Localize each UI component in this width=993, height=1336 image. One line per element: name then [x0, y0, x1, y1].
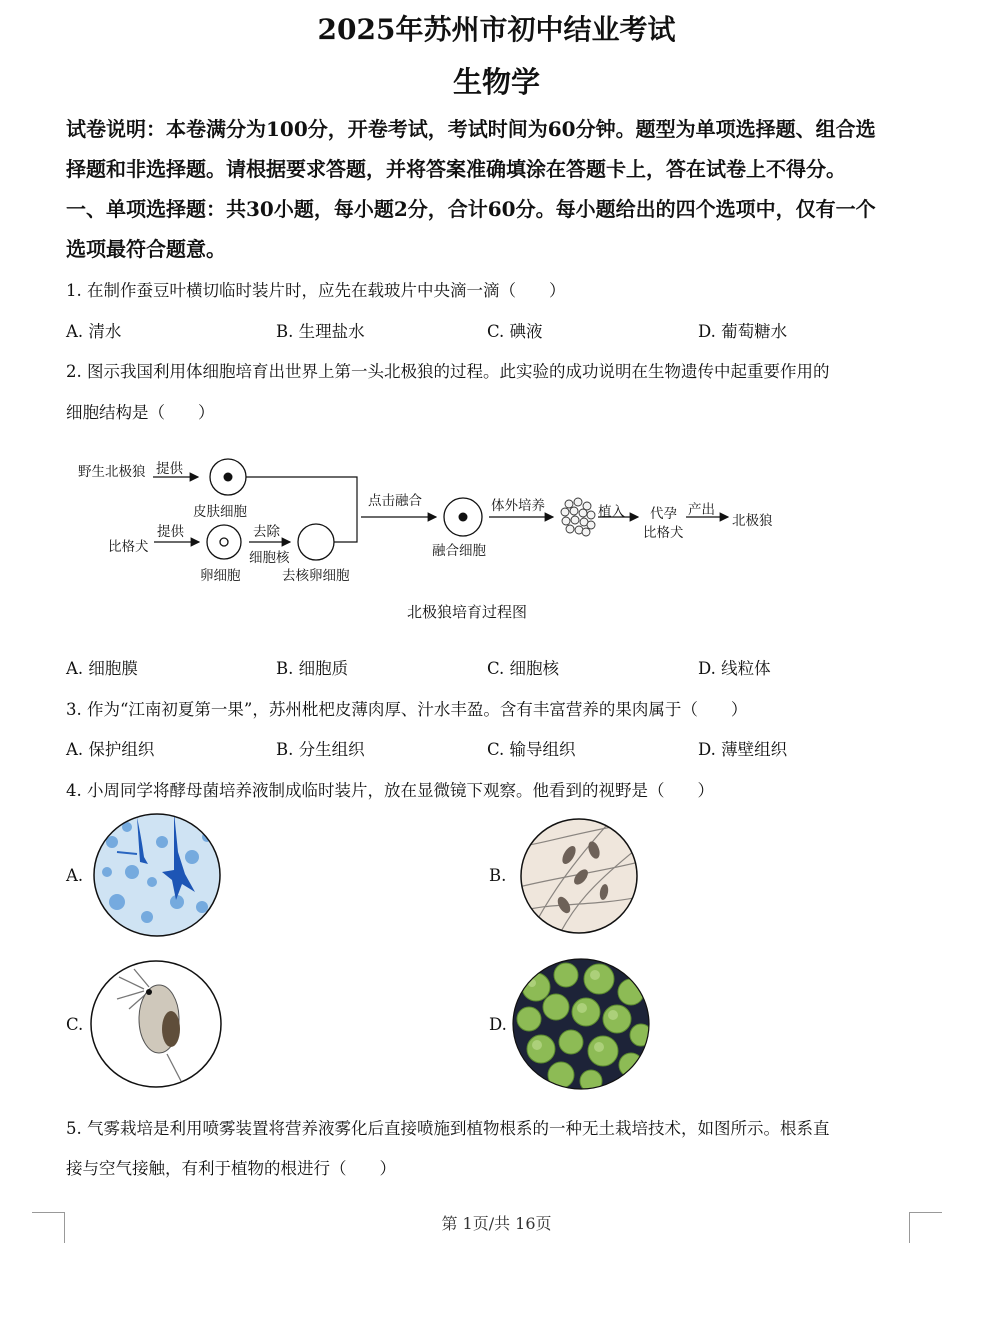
label-enucleated-egg: 去核卵细胞	[282, 568, 350, 584]
q3-option-c: C. 输导组织	[487, 740, 576, 759]
label-beagle: 比格犬	[108, 539, 149, 555]
q2-option-d: D. 线粒体	[698, 659, 771, 678]
q4-option-d-label: D.	[489, 1015, 507, 1034]
egg-cell-nucleus-icon	[220, 538, 228, 546]
q4-option-a-label: A.	[66, 866, 84, 885]
label-culture: 体外培养	[491, 498, 545, 514]
label-provide-2: 提供	[157, 524, 184, 540]
exam-title: 2025年苏州市初中结业考试	[317, 13, 676, 46]
label-egg-cell: 卵细胞	[200, 568, 241, 584]
cloning-process-diagram	[0, 440, 993, 590]
skin-cell-nucleus-icon	[224, 473, 233, 482]
microscope-view-c-image	[89, 959, 225, 1091]
label-surrogate-1: 代孕	[650, 506, 677, 522]
q4-option-b-label: B.	[489, 866, 507, 885]
q1-option-a: A. 清水	[66, 322, 122, 341]
q2-option-c: C. 细胞核	[487, 659, 560, 678]
question-3-stem: 3. 作为“江南初夏第一果”，苏州枇杷皮薄肉厚、汁水丰盈。含有丰富营养的果肉属于（ ）	[66, 700, 748, 719]
q1-option-d: D. 葡萄糖水	[698, 322, 788, 341]
label-born: 产出	[688, 502, 715, 518]
q1-option-c: C. 碘液	[487, 322, 543, 341]
microscope-view-b-image	[519, 817, 639, 935]
section-heading-line-2: 选项最符合题意。	[66, 237, 226, 261]
section-heading-line-1: 一、单项选择题：共30小题，每小题2分，合计60分。每小题给出的四个选项中，仅有一个	[66, 197, 876, 221]
q3-option-b: B. 分生组织	[276, 740, 365, 759]
microscope-view-a-image	[92, 812, 224, 940]
q4-option-c-label: C.	[66, 1015, 84, 1034]
label-nucleus: 细胞核	[249, 550, 290, 566]
q3-option-a: A. 保护组织	[66, 740, 155, 759]
q2-option-b: B. 细胞质	[276, 659, 349, 678]
label-surrogate-2: 比格犬	[643, 525, 684, 541]
q1-option-b: B. 生理盐水	[276, 322, 365, 341]
label-wild-wolf: 野生北极狼	[78, 464, 146, 480]
q2-option-a: A. 细胞膜	[66, 659, 138, 678]
instructions-line-1: 试卷说明：本卷满分为100分，开卷考试，考试时间为60分钟。题型为单项选择题、组合选	[66, 117, 876, 141]
enucleated-egg-cell-icon	[298, 524, 334, 560]
label-arctic-wolf: 北极狼	[732, 513, 773, 529]
label-remove: 去除	[253, 524, 280, 540]
label-implant: 植入	[598, 504, 625, 520]
question-5-stem-line-1: 5. 气雾栽培是利用喷雾装置将营养液雾化后直接喷施到植物根系的一种无土栽培技术，如图所示。根系直	[66, 1119, 830, 1138]
question-2-stem-line-1: 2. 图示我国利用体细胞培育出世界上第一头北极狼的过程。此实验的成功说明在生物遗传中起重要作用的	[66, 362, 830, 381]
question-5-stem-line-2: 接与空气接触，有利于植物的根进行（ ）	[66, 1159, 396, 1178]
fused-cell-nucleus-icon	[459, 513, 468, 522]
embryo-cluster-icon	[561, 498, 595, 536]
diagram-caption: 北极狼培育过程图	[407, 603, 528, 621]
label-fusion-action: 点击融合	[368, 493, 422, 509]
subject-title: 生物学	[452, 65, 540, 99]
question-4-stem: 4. 小周同学将酵母菌培养液制成临时装片，放在显微镜下观察。他看到的视野是（ ）	[66, 781, 714, 800]
q3-option-d: D. 薄壁组织	[698, 740, 788, 759]
label-provide-1: 提供	[156, 461, 183, 477]
instructions-line-2: 择题和非选择题。请根据要求答题，并将答案准确填涂在答题卡上，答在试卷上不得分。	[66, 157, 846, 181]
page-number: 第 1页/共 16页	[441, 1214, 552, 1233]
question-2-stem-line-2: 细胞结构是（ ）	[66, 403, 215, 422]
label-skin-cell: 皮肤细胞	[193, 504, 247, 520]
microscope-view-d-image	[511, 957, 651, 1091]
label-fused-cell: 融合细胞	[432, 543, 486, 559]
question-1-stem: 1. 在制作蚕豆叶横切临时装片时，应先在载玻片中央滴一滴（ ）	[66, 281, 566, 300]
